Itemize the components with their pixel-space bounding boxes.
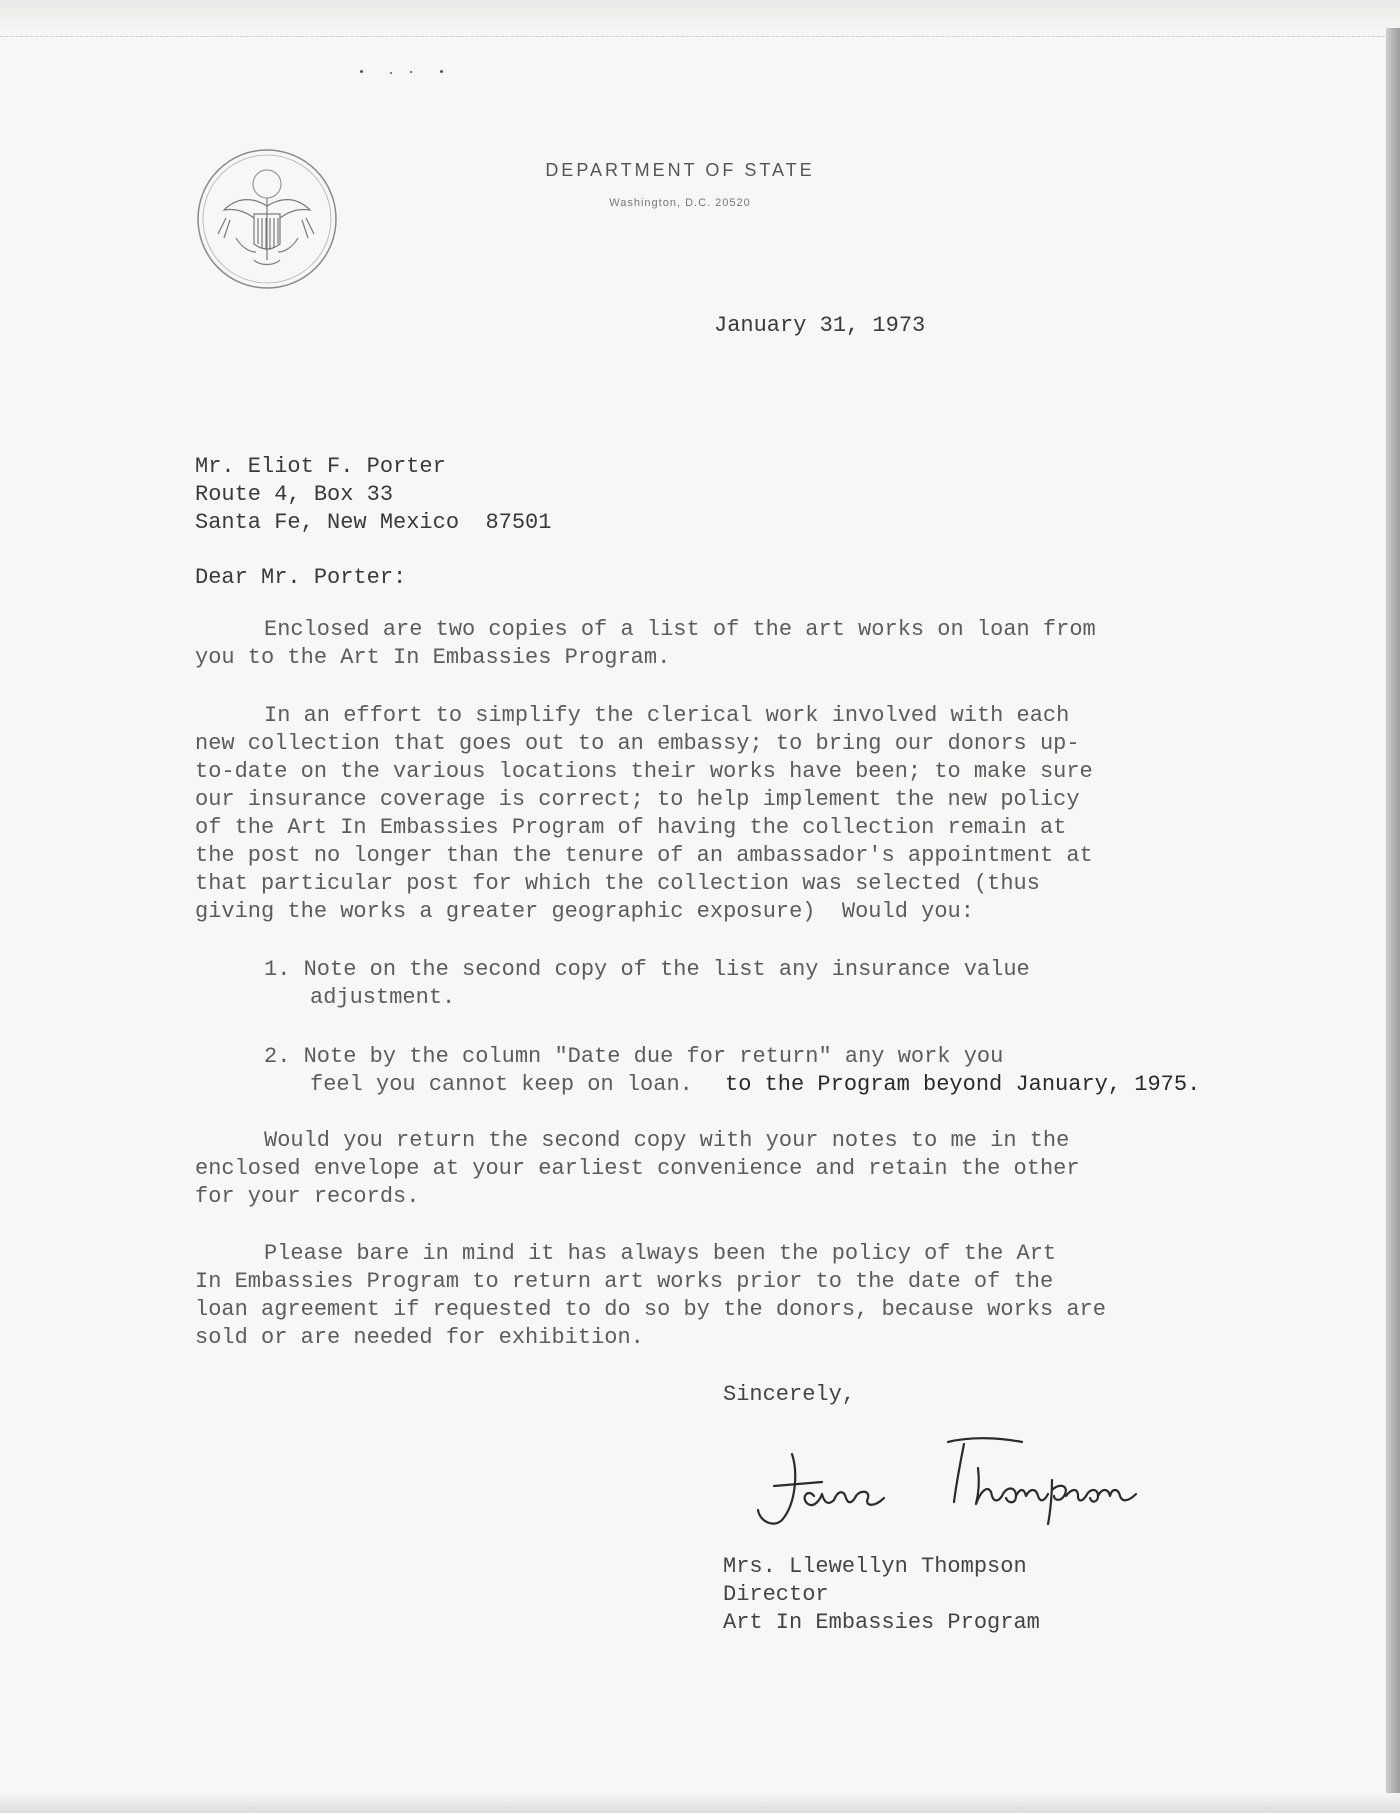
great-seal-icon [196, 148, 338, 290]
closing: Sincerely, [723, 1382, 856, 1407]
list-item-2-line1: 2. Note by the column "Date due for return" any work you [264, 1044, 1004, 1069]
department-name: DEPARTMENT OF STATE [545, 160, 815, 180]
paragraph4-line4: sold or are needed for exhibition. [195, 1325, 644, 1350]
page-bottom-edge [0, 1793, 1400, 1813]
paragraph3-body [195, 1155, 1080, 1211]
department-address: Washington, D.C. 20520 [609, 197, 751, 209]
salutation: Dear Mr. Porter: [195, 565, 407, 590]
paragraph3-line2: enclosed envelope at your earliest convenience and retain the other [195, 1156, 1080, 1181]
letter-date: January 31, 1973 [714, 313, 926, 338]
letterhead [400, 160, 960, 209]
signer-block [723, 1553, 1040, 1637]
signer-organization: Art In Embassies Program [723, 1610, 1040, 1635]
paragraph3-line3: for your records. [195, 1184, 420, 1209]
list-item-2-insert: to the Program beyond January, 1975. [725, 1072, 1201, 1097]
paragraph1-line1: Enclosed are two copies of a list of the art works on loan from [264, 617, 1096, 642]
paragraph4-line3: loan agreement if requested to do so by the donors, because works are [195, 1297, 1106, 1322]
addressee-block [195, 453, 551, 537]
paper-speck [390, 72, 392, 74]
paragraph3-line1: Would you return the second copy with your notes to me in the [264, 1128, 1070, 1153]
paragraph4-line1: Please bare in mind it has always been the policy of the Art [264, 1241, 1057, 1266]
paragraph2-line6: the post no longer than the tenure of an ambassador's appointment at [195, 843, 1093, 868]
paragraph2-line3: to-date on the various locations their works have been; to make sure [195, 759, 1093, 784]
list-item-2-line2: feel you cannot keep on loan. [310, 1072, 693, 1097]
paragraph2-line4: our insurance coverage is correct; to help implement the new policy [195, 787, 1080, 812]
page-right-edge [1386, 28, 1400, 1813]
paper-speck [440, 70, 443, 73]
signer-title: Director [723, 1582, 829, 1607]
paragraph4-line2: In Embassies Program to return art works prior to the date of the [195, 1269, 1054, 1294]
list-item-1-line2: adjustment. [310, 985, 456, 1010]
page-top-edge [0, 0, 1400, 37]
signer-name: Mrs. Llewellyn Thompson [723, 1554, 1027, 1579]
paragraph4-body [195, 1268, 1106, 1352]
addressee-city: Santa Fe, New Mexico 87501 [195, 510, 552, 535]
paper-speck [360, 70, 363, 73]
paragraph2-body [195, 730, 1093, 926]
addressee-street: Route 4, Box 33 [195, 482, 394, 507]
paragraph2-line2: new collection that goes out to an embassy; to bring our donors up- [195, 731, 1080, 756]
paragraph2-line5: of the Art In Embassies Program of having the collection remain at [195, 815, 1067, 840]
paragraph1-line2: you to the Art In Embassies Program. [195, 645, 671, 670]
list-item-1-line1: 1. Note on the second copy of the list any insurance value [264, 957, 1030, 982]
handwritten-signature [752, 1424, 1172, 1534]
paragraph2-line1: In an effort to simplify the clerical work involved with each [264, 703, 1070, 728]
paragraph2-line7: that particular post for which the collection was selected (thus [195, 871, 1040, 896]
paragraph2-line8: giving the works a greater geographic exposure) Would you: [195, 899, 974, 924]
paper-speck [410, 71, 412, 73]
addressee-name: Mr. Eliot F. Porter [195, 454, 446, 479]
